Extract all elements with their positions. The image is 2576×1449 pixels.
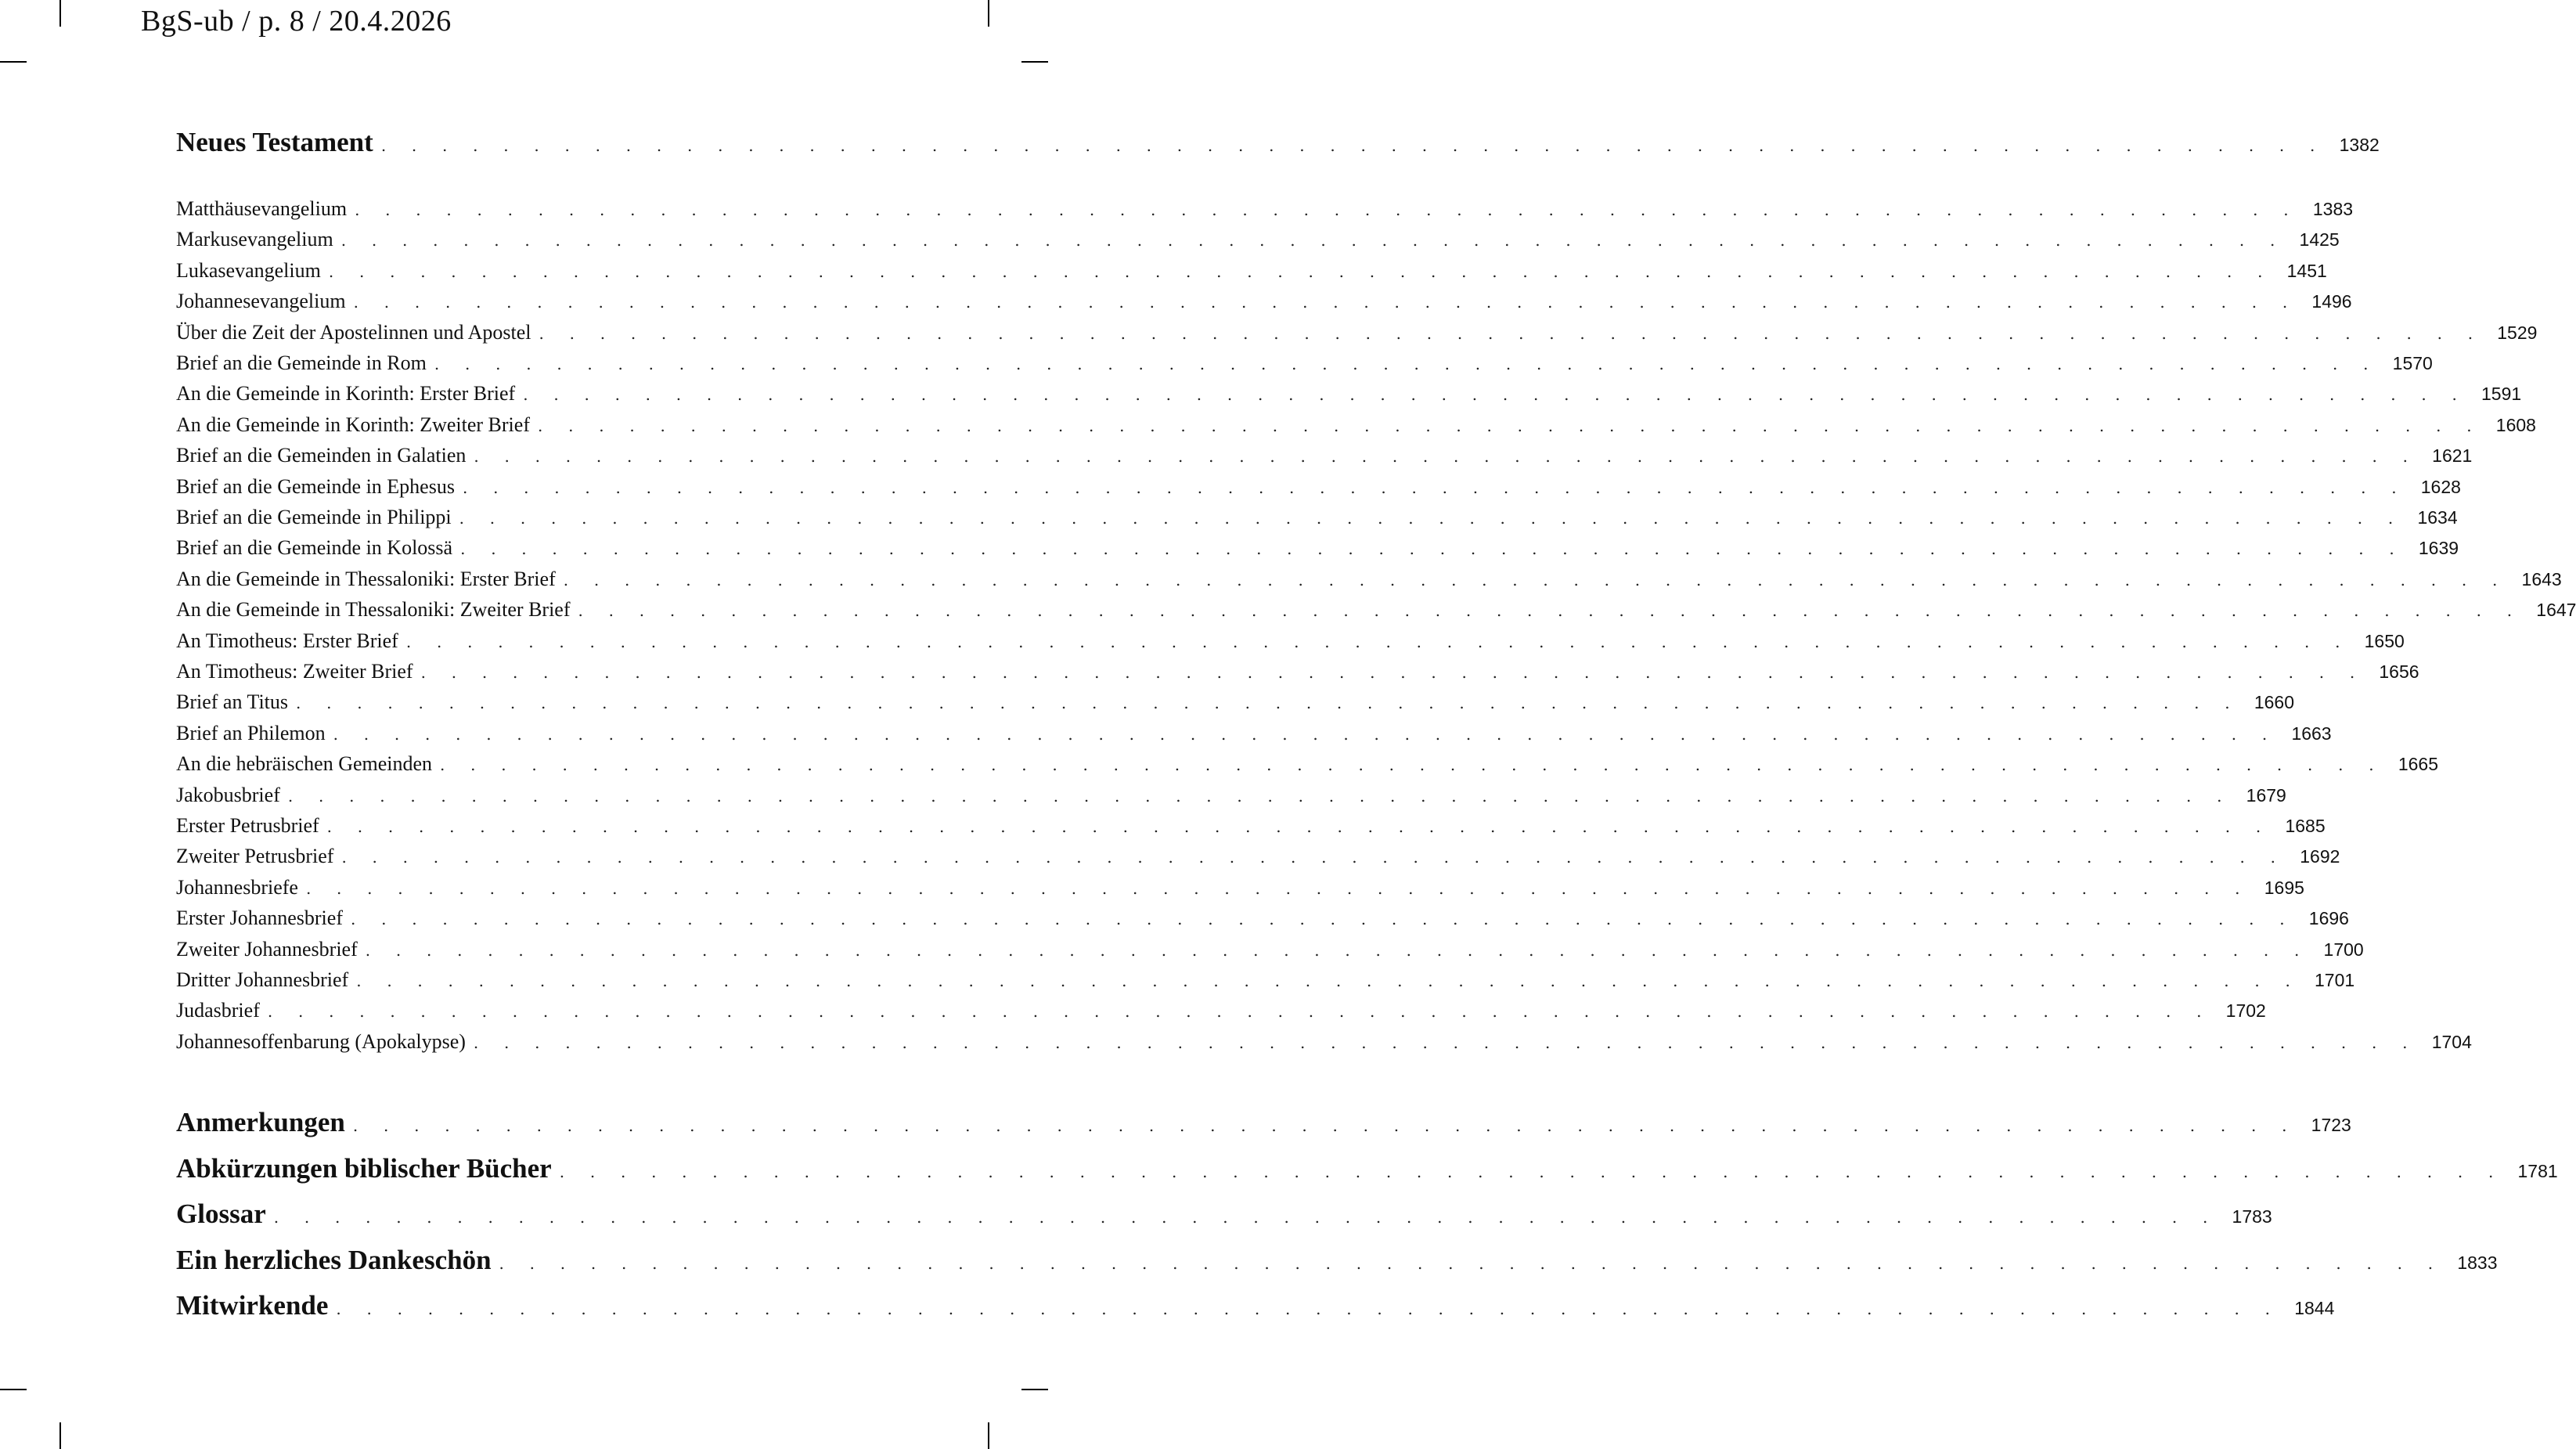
toc-entry[interactable]	[176, 783, 2286, 807]
toc-entry[interactable]	[176, 660, 2419, 683]
toc-page-number: 1702	[2225, 1000, 2266, 1022]
toc-page-number: 1451	[2286, 260, 2327, 281]
toc-entry-title: Brief an Titus	[176, 690, 289, 714]
crop-mark-bottom-left	[59, 1422, 61, 1449]
toc-entry-title: An die Gemeinde in Thessaloniki: Zweiter Brief	[176, 598, 571, 622]
toc-entry[interactable]	[176, 814, 2326, 838]
toc-page-number: 1692	[2300, 846, 2340, 867]
toc-page-number: 1382	[2339, 135, 2380, 155]
toc-section-title: Glossar	[176, 1198, 266, 1230]
toc-entry-title: Brief an Philemon	[176, 721, 326, 744]
toc-page-number: 1425	[2299, 229, 2340, 251]
crop-mark-right-upper	[1021, 61, 1048, 63]
toc-entry[interactable]	[176, 197, 2354, 221]
toc-page-number: 1663	[2291, 723, 2332, 744]
toc-entry-title: Lukasevangelium	[176, 258, 321, 282]
toc-leader-dots: . . . . . . . . . . . . . . . . . . . . . . . . . . . . . . . . . . . . . . . . . . . . . . . . . . . . . . . . . . . . . . . .	[578, 601, 2523, 621]
toc-page-number: 1679	[2246, 784, 2286, 806]
toc-leader-dots: . . . . . . . . . . . . . . . . . . . . . . . . . . . . . . . . . . . . . . . . . . . . . . . . . . . . . . . . . . . . . . . .	[434, 355, 2379, 373]
toc-section[interactable]	[176, 1198, 2272, 1230]
toc-section[interactable]	[176, 1244, 2498, 1276]
toc-leader-dots: . . . . . . . . . . . . . . . . . . . . . . . . . . . . . . . . . . . . . . . . . . . . . . . . . . . . . . . . . . . . . . . .	[340, 231, 2286, 251]
toc-entry[interactable]	[176, 228, 2340, 251]
toc-entry-title: Brief an die Gemeinden in Galatien	[176, 444, 467, 467]
toc-page-number: 1591	[2481, 384, 2522, 405]
toc-leader-dots: . . . . . . . . . . . . . . . . . . . . . . . . . . . . . . . . . . . . . . . . . . . . . . . . . . . . . . . . . . . . . . . .	[523, 385, 2468, 405]
toc-entry[interactable]	[176, 875, 2304, 899]
toc-leader-dots: . . . . . . . . . . . . . . . . . . . . . . . . . . . . . . . . . . . . . . . . . . . . . . . . . . . . . . . . . . . . . . . .	[267, 1002, 2212, 1022]
toc-section-title: Abkürzungen biblischer Bücher	[176, 1152, 552, 1184]
toc-page-number: 1621	[2432, 445, 2473, 467]
toc-entry-title: An die hebräischen Gemeinden	[176, 752, 433, 776]
toc-leader-dots: . . . . . . . . . . . . . . . . . . . . . . . . . . . . . . . . . . . . . . . . . . . . . . . . . . . . . . . . . . . . . . . .	[559, 1162, 2504, 1181]
toc-leader-dots: . . . . . . . . . . . . . . . . . . . . . . . . . . . . . . . . . . . . . . . . . . . . . . . . . . . . . . . . . . . . . . . .	[539, 323, 2484, 343]
toc-entry[interactable]	[176, 598, 2576, 622]
toc-entry-title: Matthäusevangelium	[176, 197, 348, 220]
toc-entry-title: An Timotheus: Erster Brief	[176, 629, 398, 652]
toc-entry-title: An die Gemeinde in Korinth: Zweiter Brief	[176, 413, 530, 436]
toc-page-number: 1781	[2517, 1160, 2558, 1181]
toc-entry[interactable]	[176, 258, 2327, 283]
toc-page-number: 1628	[2420, 476, 2461, 497]
print-stamp: BgS-ub / p. 8 / 20.4.2026	[141, 5, 452, 38]
toc-leader-dots: . . . . . . . . . . . . . . . . . . . . . . . . . . . . . . . . . . . . . . . . . . . . . . . . . . . . . . . . . . . . . . . .	[365, 940, 2310, 960]
toc-leader-dots: . . . . . . . . . . . . . . . . . . . . . . . . . . . . . . . . . . . . . . . . . . . . . . . . . . . . . . . . . . . . . . . .	[405, 632, 2351, 651]
toc-leader-dots: . . . . . . . . . . . . . . . . . . . . . . . . . . . . . . . . . . . . . . . . . . . . . . . . . . . . . . . . . . . . . . . .	[462, 478, 2407, 497]
toc-leader-dots: . . . . . . . . . . . . . . . . . . . . . . . . . . . . . . . . . . . . . . . . . . . . . . . . . . . . . . . . . . . . . . . .	[328, 261, 2273, 281]
toc-page-number: 1665	[2398, 754, 2439, 775]
toc-entry[interactable]	[176, 413, 2536, 437]
toc-section-title: Ein herzliches Dankeschön	[176, 1244, 492, 1275]
toc-page-number: 1634	[2417, 507, 2458, 528]
toc-page-number: 1701	[2315, 970, 2355, 990]
toc-leader-dots: . . . . . . . . . . . . . . . . . . . . . . . . . . . . . . . . . . . . . . . . . . . . . . . . . . . . . . . . . . . . . . . .	[336, 1299, 2281, 1319]
toc-section[interactable]	[176, 1107, 2351, 1138]
crop-mark-top-right	[988, 0, 989, 27]
toc-page-number: 1844	[2294, 1298, 2335, 1319]
toc-entry-title: Zweiter Petrusbrief	[176, 845, 334, 868]
toc-page-number: 1496	[2311, 291, 2352, 312]
toc-entry[interactable]	[176, 320, 2538, 344]
toc-page-number: 1723	[2311, 1115, 2351, 1135]
toc-entry[interactable]	[176, 567, 2562, 591]
toc-leader-dots: . . . . . . . . . . . . . . . . . . . . . . . . . . . . . . . . . . . . . . . . . . . . . . . . . . . . . . . . . . . . . . . .	[356, 971, 2300, 990]
toc-entry-title: Brief an die Gemeinde in Kolossä	[176, 536, 453, 560]
toc-entry[interactable]	[176, 999, 2266, 1022]
toc-section-title: Mitwirkende	[176, 1290, 329, 1321]
toc-entry-title: Über die Zeit der Apostelinnen und Apostel	[176, 320, 531, 344]
toc-page-number: 1660	[2254, 692, 2294, 713]
toc-leader-dots: . . . . . . . . . . . . . . . . . . . . . . . . . . . . . . . . . . . . . . . . . . . . . . . . . . . . . . . . . . . . . . . .	[474, 447, 2419, 467]
toc-entry[interactable]	[176, 752, 2439, 776]
toc-leader-dots: . . . . . . . . . . . . . . . . . . . . . . . . . . . . . . . . . . . . . . . . . . . . . . . . . . . . . . . . . . . . . . . .	[537, 416, 2482, 435]
toc-entry[interactable]	[176, 290, 2352, 313]
toc-page-number: 1695	[2264, 877, 2304, 898]
toc-leader-dots: . . . . . . . . . . . . . . . . . . . . . . . . . . . . . . . . . . . . . . . . . . . . . . . . . . . . . . . . . . . . . . . .	[473, 1033, 2418, 1052]
toc-entry[interactable]	[176, 907, 2349, 930]
toc-section-title: Anmerkungen	[176, 1107, 345, 1137]
toc-leader-dots: . . . . . . . . . . . . . . . . . . . . . . . . . . . . . . . . . . . . . . . . . . . . . . . . . . . . . . . . . . . . . . . .	[380, 136, 2326, 155]
toc-entry-title: Dritter Johannesbrief	[176, 968, 349, 991]
toc-entry-title: An die Gemeinde in Korinth: Erster Brief	[176, 382, 516, 406]
toc-leader-dots: . . . . . . . . . . . . . . . . . . . . . . . . . . . . . . . . . . . . . . . . . . . . . . . . . . . . . . . . . . . . . . . .	[563, 570, 2508, 589]
toc-page-number: 1383	[2312, 199, 2354, 219]
toc-entry-title: An die Gemeinde in Thessaloniki: Erster Brief	[176, 567, 556, 590]
toc-entry-title: Johannesbriefe	[176, 875, 298, 899]
toc-entry[interactable]	[176, 382, 2522, 406]
crop-mark-left-upper	[0, 61, 27, 63]
toc-entry[interactable]	[176, 845, 2340, 868]
toc-leader-dots: . . . . . . . . . . . . . . . . . . . . . . . . . . . . . . . . . . . . . . . . . . . . . . . . . . . . . . . . . . . . . . . .	[355, 200, 2299, 219]
toc-page-number: 1570	[2392, 353, 2433, 373]
toc-page-number: 1783	[2232, 1206, 2272, 1227]
toc-leader-dots: . . . . . . . . . . . . . . . . . . . . . . . . . . . . . . . . . . . . . . . . . . . . . . . . . . . . . . . . . . . . . . . .	[420, 663, 2365, 682]
toc-entry[interactable]	[176, 506, 2458, 529]
toc-entry[interactable]	[176, 444, 2473, 467]
toc-section[interactable]	[176, 1152, 2558, 1184]
toc-entry-title: Zweiter Johannesbrief	[176, 937, 358, 961]
toc-page-number: 1643	[2521, 568, 2562, 589]
toc-page-number: 1608	[2495, 414, 2536, 435]
toc-leader-dots: . . . . . . . . . . . . . . . . . . . . . . . . . . . . . . . . . . . . . . . . . . . . . . . . . . . . . . . . . . . . . . . .	[352, 1116, 2297, 1135]
toc-entry[interactable]	[176, 629, 2405, 653]
toc-entry-title: Johannesevangelium	[176, 290, 346, 313]
toc-leader-dots: . . . . . . . . . . . . . . . . . . . . . . . . . . . . . . . . . . . . . . . . . . . . . . . . . . . . . . . . . . . . . . . .	[333, 724, 2278, 744]
toc-leader-dots: . . . . . . . . . . . . . . . . . . . . . . . . . . . . . . . . . . . . . . . . . . . . . . . . . . . . . . . . . . . . . . . .	[353, 293, 2298, 312]
toc-entry[interactable]	[176, 690, 2294, 714]
toc-leader-dots: . . . . . . . . . . . . . . . . . . . . . . . . . . . . . . . . . . . . . . . . . . . . . . . . . . . . . . . . . . . . . . . .	[287, 786, 2232, 806]
toc-page-number: 1833	[2457, 1252, 2498, 1273]
toc-page-number: 1656	[2379, 661, 2419, 682]
toc-section-title: Neues Testament	[176, 127, 373, 157]
toc-leader-dots: . . . . . . . . . . . . . . . . . . . . . . . . . . . . . . . . . . . . . . . . . . . . . . . . . . . . . . . . . . . . . . . .	[296, 694, 2240, 713]
toc-leader-dots: . . . . . . . . . . . . . . . . . . . . . . . . . . . . . . . . . . . . . . . . . . . . . . . . . . . . . . . . . . . . . . . .	[273, 1208, 2218, 1227]
toc-page-number: 1685	[2285, 816, 2326, 836]
toc-entry[interactable]	[176, 937, 2364, 961]
crop-mark-left-lower	[0, 1389, 27, 1390]
toc-leader-dots: . . . . . . . . . . . . . . . . . . . . . . . . . . . . . . . . . . . . . . . . . . . . . . . . . . . . . . . . . . . . . . . .	[350, 910, 2295, 929]
toc-entry-title: Judasbrief	[176, 999, 260, 1022]
toc-entry[interactable]	[176, 721, 2332, 745]
toc-page-number: 1704	[2431, 1031, 2472, 1052]
toc-entry-title: Erster Johannesbrief	[176, 907, 343, 930]
crop-mark-bottom-right	[988, 1422, 989, 1449]
toc-entry-title: Jakobusbrief	[176, 783, 280, 806]
toc-leader-dots: . . . . . . . . . . . . . . . . . . . . . . . . . . . . . . . . . . . . . . . . . . . . . . . . . . . . . . . . . . . . . . . .	[440, 755, 2384, 775]
toc-entry[interactable]	[176, 1029, 2472, 1054]
toc-entry-title: Markusevangelium	[176, 228, 333, 251]
toc-entry-title: Brief an die Gemeinde in Ephesus	[176, 474, 455, 498]
toc-leader-dots: . . . . . . . . . . . . . . . . . . . . . . . . . . . . . . . . . . . . . . . . . . . . . . . . . . . . . . . . . . . . . . . .	[499, 1253, 2444, 1273]
toc-leader-dots: . . . . . . . . . . . . . . . . . . . . . . . . . . . . . . . . . . . . . . . . . . . . . . . . . . . . . . . . . . . . . . . .	[459, 509, 2404, 528]
toc-entry[interactable]	[176, 474, 2461, 499]
toc-section[interactable]	[176, 1290, 2335, 1321]
toc-entry[interactable]	[176, 351, 2433, 375]
toc-page-number: 1700	[2323, 939, 2364, 960]
toc-entry[interactable]	[176, 968, 2355, 992]
toc-page-number: 1650	[2364, 630, 2405, 651]
toc-page-number: 1639	[2418, 538, 2459, 559]
toc-leader-dots: . . . . . . . . . . . . . . . . . . . . . . . . . . . . . . . . . . . . . . . . . . . . . . . . . . . . . . . . . . . . . . . .	[305, 878, 2250, 898]
toc-entry-title: Erster Petrusbrief	[176, 814, 319, 837]
toc-entry-title: An Timotheus: Zweiter Brief	[176, 660, 413, 683]
toc-leader-dots: . . . . . . . . . . . . . . . . . . . . . . . . . . . . . . . . . . . . . . . . . . . . . . . . . . . . . . . . . . . . . . . .	[341, 848, 2286, 867]
toc-page-number: 1529	[2497, 322, 2538, 343]
toc-section-neues-testament[interactable]	[176, 127, 2380, 158]
toc-entry-title: Brief an die Gemeinde in Philippi	[176, 506, 452, 528]
toc-entry[interactable]	[176, 536, 2459, 560]
crop-mark-top-left	[59, 0, 61, 27]
toc-page-number: 1696	[2308, 908, 2349, 929]
crop-mark-right-lower	[1021, 1389, 1048, 1390]
toc-page-number: 1647	[2536, 600, 2576, 621]
toc-entry-title: Brief an die Gemeinde in Rom	[176, 351, 427, 374]
toc-leader-dots: . . . . . . . . . . . . . . . . . . . . . . . . . . . . . . . . . . . . . . . . . . . . . . . . . . . . . . . . . . . . . . . .	[460, 539, 2405, 559]
toc-entry-title: Johannesoffenbarung (Apokalypse)	[176, 1029, 466, 1053]
toc-leader-dots: . . . . . . . . . . . . . . . . . . . . . . . . . . . . . . . . . . . . . . . . . . . . . . . . . . . . . . . . . . . . . . . .	[326, 817, 2272, 836]
